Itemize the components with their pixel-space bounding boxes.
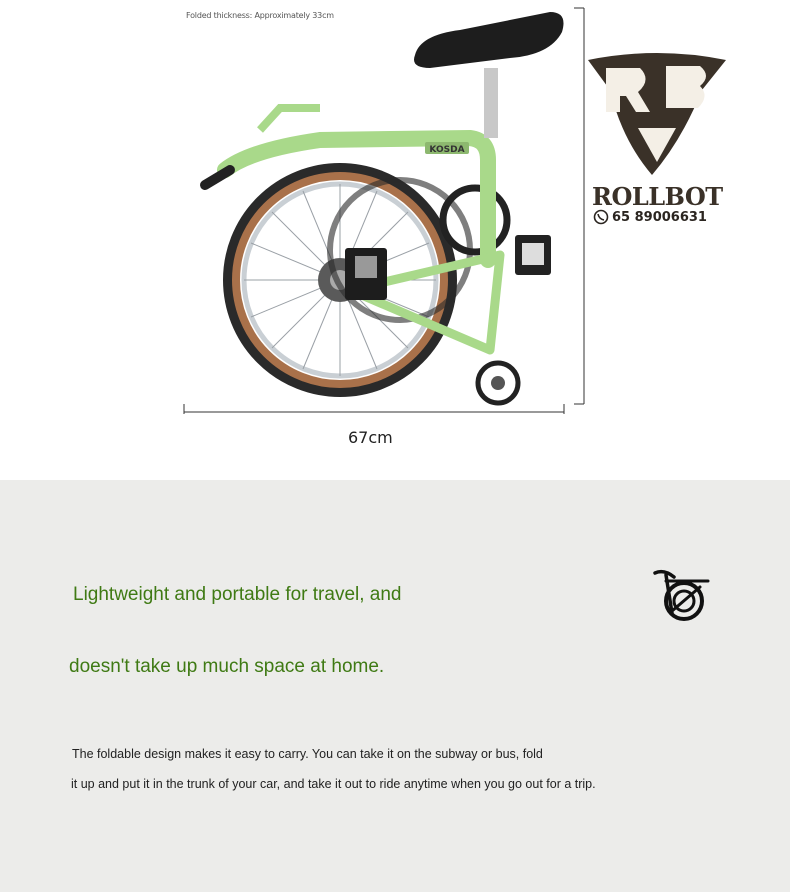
folded-thickness-note: Folded thickness: Approximately 33cm [186, 11, 334, 20]
feature-section [0, 480, 790, 892]
folded-bike-illustration [170, 0, 590, 420]
hinge-plate [355, 256, 377, 278]
frame-brand-text: KOSDA [429, 145, 465, 155]
phone-number-text: 65 89006631 [612, 209, 707, 225]
roller-hub [491, 376, 505, 390]
seat-post [484, 68, 498, 138]
saddle [414, 12, 564, 68]
whatsapp-icon [593, 209, 609, 225]
width-dimension-label: 67cm [348, 428, 393, 447]
feature-body-line1: The foldable design makes it easy to carry. You can take it on the subway or bus, fold [72, 747, 543, 761]
folding-bike-icon [652, 567, 710, 625]
phone-number [593, 209, 707, 225]
chainring [443, 188, 507, 252]
stem [260, 108, 320, 130]
feature-body-line2: it up and put it in the trunk of your car, and take it out to ride anytime when you go out for a trip. [71, 777, 596, 791]
handlebar [205, 170, 230, 185]
feature-headline-line1: Lightweight and portable for travel, and [73, 584, 402, 605]
pedal-reflector [522, 243, 544, 265]
rollbot-logo-mark [582, 50, 732, 180]
rollbot-brand: ROLLBOT [592, 182, 723, 211]
feature-headline-line2: doesn't take up much space at home. [69, 656, 385, 677]
